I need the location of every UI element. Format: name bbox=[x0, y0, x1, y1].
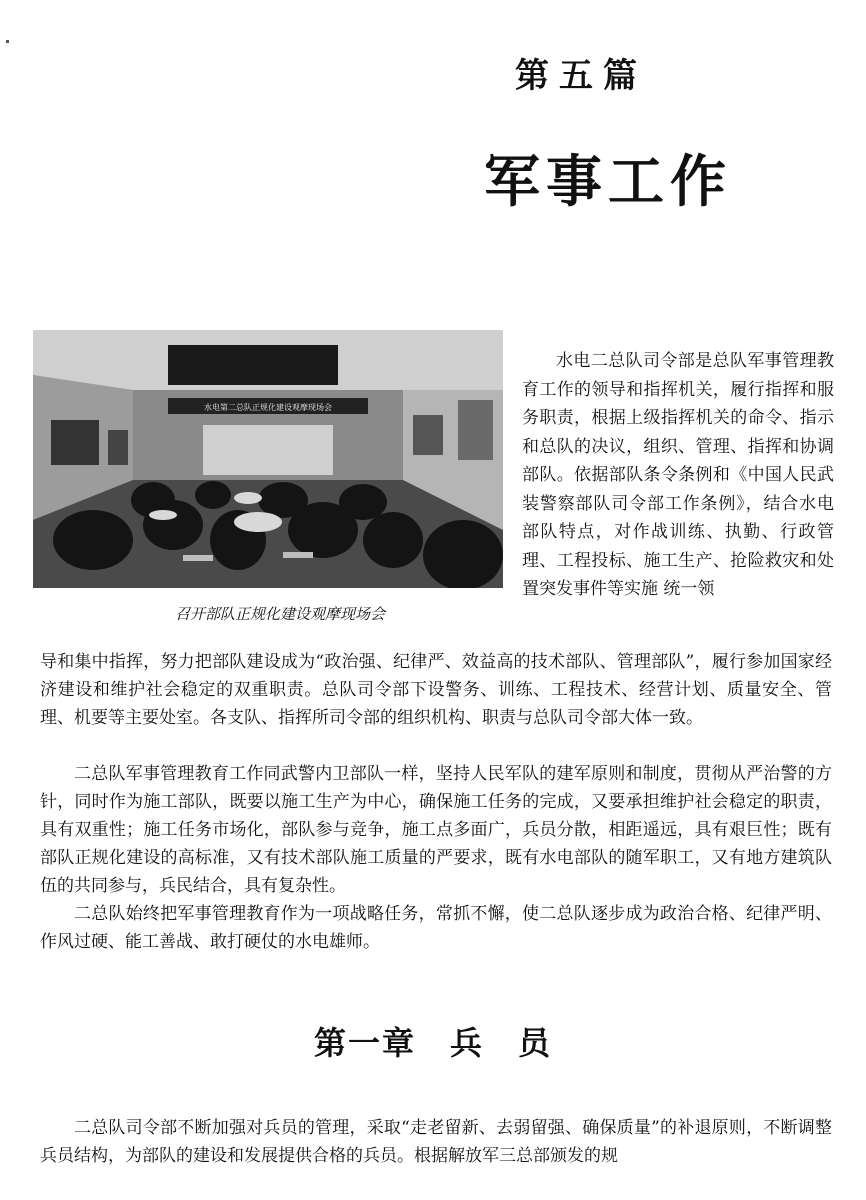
meeting-photo bbox=[33, 330, 503, 588]
chapter-paragraph-1: 二总队司令部不断加强对兵员的管理，采取“走老留新、去弱留强、确保质量”的补退原则，不断调整兵员结构，为部队的建设和发展提供合格的兵员。根据解放军三总部颁发的规 bbox=[40, 1118, 832, 1166]
chapter-title: 第一章 兵 员 bbox=[313, 1024, 552, 1062]
body-paragraph-3: 二总队始终把军事管理教育作为一项战略任务，常抓不懈，使二总队逐步成为政治合格、纪律严明、作风过硬、能工善战、敢打硬仗的水电雄师。 bbox=[40, 904, 832, 952]
photo-caption: 召开部队正规化建设观摩现场会 bbox=[174, 605, 385, 623]
body-paragraph-2: 二总队军事管理教育工作同武警内卫部队一样，坚持人民军队的建军原则和制度，贯彻从严治警的方针，同时作为施工部队，既要以施工生产为中心，确保施工任务的完成，又要承担维护社会稳定的职责，具有双重性；施工任务市场化，部队参与竞争，施工点多面广，兵员分散，相距遥远，具有艰巨性；既有部队正规化建设的高标准，又有技术部队施工质量的严要求，既有水电部队的随军职工，又有地方建筑队伍的共同参与，兵民结合，具有复杂性。 bbox=[40, 764, 832, 896]
scan-speck bbox=[6, 40, 9, 43]
part-label: 第五篇 bbox=[515, 56, 647, 96]
banner-text: 水电第二总队正规化建设观摩现场会 bbox=[204, 403, 332, 412]
intro-paragraph: 水电二总队司令部是总队军事管理教育工作的领导和指挥机关，履行指挥和服务职责，根据上级指挥机关的命令、指示和总队的决议，组织、管理、指挥和协调部队。依据部队条令条例和《中国人民武装警察部队司令部工作条例》，结合水电部队特点，对作战训练、执勤、行政管理、工程投标、施工生产、抢险救灾和处置突发事件等实施 统一领 bbox=[522, 351, 834, 599]
part-title: 军事工作 bbox=[484, 149, 732, 215]
intro-continuation: 导和集中指挥，努力把部队建设成为“政治强、纪律严、效益高的技术部队、管理部队”，履行参加国家经济建设和维护社会稳定的双重职责。总队司令部下设警务、训练、工程技术、经营计划、质量安全、管理、机要等主要处室。各支队、指挥所司令部的组织机构、职责与总队司令部大体一致。 bbox=[40, 652, 832, 728]
